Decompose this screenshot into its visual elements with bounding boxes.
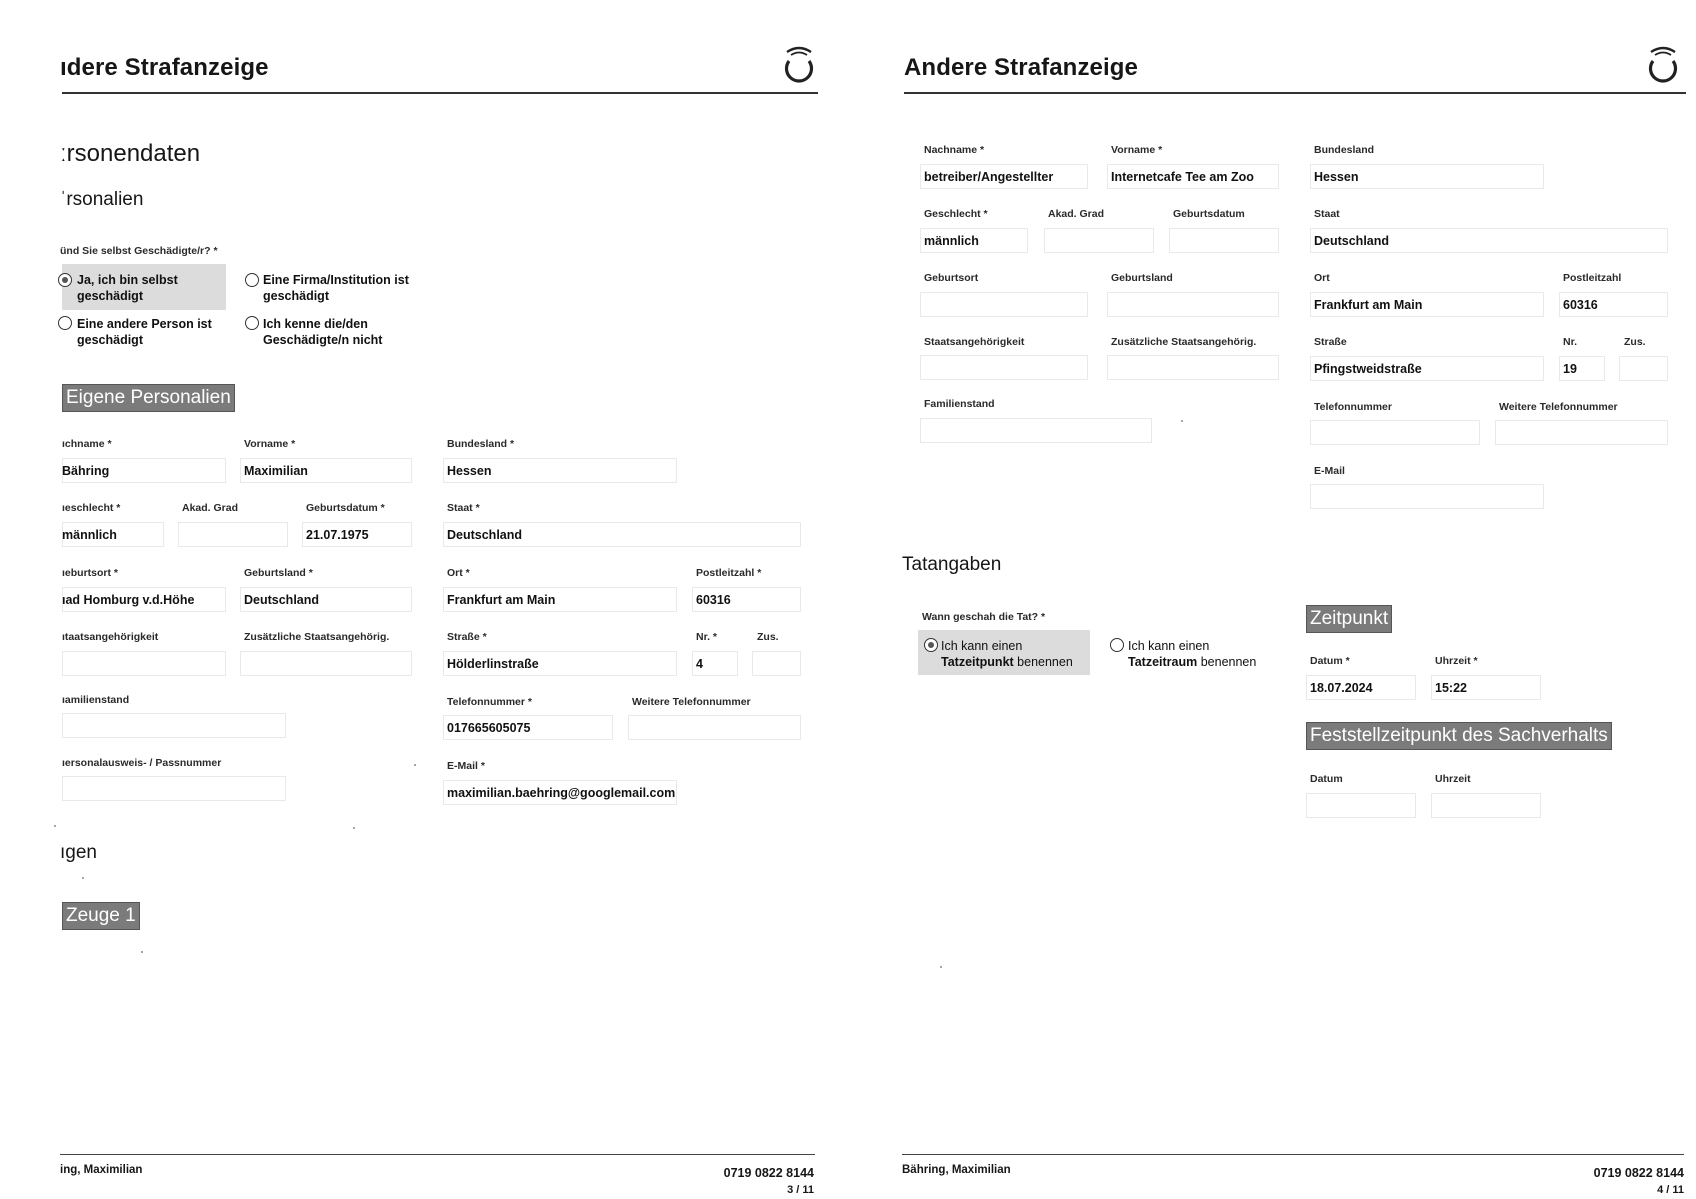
label-email: E-Mail * xyxy=(447,760,485,772)
label-uhrzeit: Uhrzeit * xyxy=(1435,655,1478,667)
label-geburtsort: ıeburtsort * xyxy=(62,567,119,579)
label-feststell-datum: Datum xyxy=(1310,773,1343,785)
label-vorname: Vorname * xyxy=(1111,144,1163,156)
label-vorname: Vorname * xyxy=(244,438,296,450)
familienstand-field[interactable] xyxy=(920,418,1152,443)
geburtsdatum-value: 21.07.1975 xyxy=(306,528,369,542)
geburtsdatum-field[interactable] xyxy=(1169,228,1279,253)
page-header-title: ıdere Strafanzeige xyxy=(60,54,269,81)
vorname-value: Internetcafe Tee am Zoo xyxy=(1111,170,1254,184)
label-ort: Ort * xyxy=(447,567,470,579)
label-strasse: Straße * xyxy=(447,631,487,643)
label-telefon: Telefonnummer * xyxy=(447,696,532,708)
nr-value: 4 xyxy=(696,657,703,671)
strasse-value: Hölderlinstraße xyxy=(447,657,539,671)
label-plz: Postleitzahl xyxy=(1563,272,1622,284)
option-tatzeitpunkt-label: Ich kann einen Tatzeitpunkt benennen xyxy=(941,639,1073,669)
radio-tatzeitraum[interactable] xyxy=(1110,638,1124,652)
label-zus: Zus. xyxy=(1624,336,1646,348)
staat-value: Deutschland xyxy=(447,528,523,542)
zus-staatsangehoerigkeit-field[interactable] xyxy=(1107,355,1279,380)
scan-speck xyxy=(1181,420,1183,422)
label-akad-grad: Akad. Grad xyxy=(182,502,239,514)
option-self-damaged-label: Ja, ich bin selbst geschädigt xyxy=(77,273,178,303)
police-logo-icon xyxy=(1645,42,1681,86)
footer-case-number: 0719 0822 8144 xyxy=(723,1166,814,1180)
nachname-value: Bähring xyxy=(62,464,110,478)
label-zus-staatsangehoerigkeit: Zusätzliche Staatsangehörig. xyxy=(244,631,390,643)
radio-company-damaged[interactable] xyxy=(245,273,259,287)
label-telefon: Telefonnummer xyxy=(1314,401,1392,413)
staatsangehoerigkeit-field[interactable] xyxy=(62,651,226,676)
plz-value: 60316 xyxy=(1563,298,1598,312)
label-familienstand: ıamilienstand xyxy=(62,694,130,706)
footer-case-number: 0719 0822 8144 xyxy=(1593,1166,1684,1180)
zeugen-title: ıgen xyxy=(60,842,97,863)
zus-field[interactable] xyxy=(1619,356,1668,381)
label-nachname: Nachname * xyxy=(924,144,985,156)
label-plz: Postleitzahl * xyxy=(696,567,762,579)
label-datum: Datum * xyxy=(1310,655,1350,667)
label-email: E-Mail xyxy=(1314,465,1345,477)
scan-speck xyxy=(353,827,355,829)
scan-speck xyxy=(414,764,416,766)
header-rule xyxy=(904,92,1686,94)
email-field[interactable] xyxy=(1310,484,1544,509)
footer-name: ing, Maximilian xyxy=(60,1164,143,1176)
geburtsland-value: Deutschland xyxy=(244,593,320,607)
police-logo-icon xyxy=(781,42,817,86)
label-feststell-uhrzeit: Uhrzeit xyxy=(1435,773,1471,785)
scan-speck xyxy=(82,877,84,879)
tat-datum-value: 18.07.2024 xyxy=(1310,681,1373,695)
option-tatzeitraum-label: Ich kann einen Tatzeitraum benennen xyxy=(1128,639,1257,669)
footer-rule xyxy=(902,1154,1684,1155)
footer-rule xyxy=(60,1154,815,1155)
label-staat: Staat * xyxy=(447,502,480,514)
question-label: Wann geschah die Tat? * xyxy=(922,611,1046,623)
banner-zeitpunkt: Zeitpunkt xyxy=(1306,605,1392,633)
label-weitere-telefon: Weitere Telefonnummer xyxy=(1499,401,1618,413)
label-geschlecht: Geschlecht * xyxy=(924,208,988,220)
option-company-damaged-label: Eine Firma/Institution ist geschädigt xyxy=(263,273,409,303)
feststell-uhrzeit-field[interactable] xyxy=(1431,793,1541,818)
label-familienstand: Familienstand xyxy=(924,398,995,410)
label-ort: Ort xyxy=(1314,272,1330,284)
label-geburtsland: Geburtsland xyxy=(1111,272,1173,284)
geschlecht-value: männlich xyxy=(924,234,979,248)
radio-self-damaged[interactable] xyxy=(58,273,72,287)
geschlecht-value: männlich xyxy=(62,528,117,542)
radio-tatzeitpunkt[interactable] xyxy=(924,638,938,652)
banner-feststellzeitpunkt: Feststellzeitpunkt des Sachverhalts xyxy=(1306,722,1612,750)
label-geburtsdatum: Geburtsdatum * xyxy=(306,502,385,514)
tatangaben-title: Tatangaben xyxy=(902,554,1002,575)
question-label: ünd Sie selbst Geschädigte/r? * xyxy=(60,245,218,257)
familienstand-field[interactable] xyxy=(62,713,286,738)
label-strasse: Straße xyxy=(1314,336,1347,348)
ausweis-field[interactable] xyxy=(62,776,286,801)
radio-unknown-damaged[interactable] xyxy=(245,316,259,330)
label-staat: Staat xyxy=(1314,208,1340,220)
banner-eigene-personalien: Eigene Personalien xyxy=(62,384,235,412)
label-nr: Nr. xyxy=(1563,336,1578,348)
geburtsland-field[interactable] xyxy=(1107,292,1279,317)
geburtsort-field[interactable] xyxy=(920,292,1088,317)
label-staatsangehoerigkeit: ıtaatsangehörigkeit xyxy=(62,631,159,643)
zus-staatsangehoerigkeit-field[interactable] xyxy=(240,651,412,676)
label-staatsangehoerigkeit: Staatsangehörigkeit xyxy=(924,336,1025,348)
geburtsort-value: ıad Homburg v.d.Höhe xyxy=(62,593,195,607)
label-weitere-telefon: Weitere Telefonnummer xyxy=(632,696,751,708)
footer-page-number: 3 / 11 xyxy=(787,1184,814,1196)
banner-zeuge-1: Zeuge 1 xyxy=(62,902,140,930)
zus-field[interactable] xyxy=(752,651,801,676)
radio-other-person-damaged[interactable] xyxy=(58,316,72,330)
option-other-person-damaged-label: Eine andere Person ist geschädigt xyxy=(77,317,212,347)
strasse-value: Pfingstweidstraße xyxy=(1314,362,1422,376)
scan-speck xyxy=(141,951,143,953)
bundesland-value: Hessen xyxy=(447,464,492,478)
label-bundesland: Bundesland xyxy=(1314,144,1375,156)
bundesland-value: Hessen xyxy=(1314,170,1359,184)
footer-name: Bähring, Maximilian xyxy=(902,1164,1011,1176)
label-bundesland: Bundesland * xyxy=(447,438,515,450)
akad-grad-field[interactable] xyxy=(1044,228,1154,253)
label-akad-grad: Akad. Grad xyxy=(1048,208,1105,220)
label-zus: Zus. xyxy=(757,631,779,643)
ort-value: Frankfurt am Main xyxy=(1314,298,1423,312)
staat-value: Deutschland xyxy=(1314,234,1390,248)
scan-speck xyxy=(54,825,56,827)
label-geburtsdatum: Geburtsdatum xyxy=(1173,208,1245,220)
feststell-datum-field[interactable] xyxy=(1306,793,1416,818)
label-geburtsland: Geburtsland * xyxy=(244,567,313,579)
document-page-4 xyxy=(848,0,1696,1199)
label-nachname: ıchname * xyxy=(62,438,112,450)
footer-page-number: 4 / 11 xyxy=(1657,1184,1684,1196)
nachname-value: betreiber/Angestellter xyxy=(924,170,1054,184)
plz-value: 60316 xyxy=(696,593,731,607)
label-geburtsort: Geburtsort xyxy=(924,272,979,284)
subsection-title: ˈrsonalien xyxy=(60,189,144,210)
telefon-field[interactable] xyxy=(1310,420,1480,445)
tat-uhrzeit-value: 15:22 xyxy=(1435,681,1467,695)
email-value: maximilian.baehring@googlemail.com xyxy=(447,786,676,800)
label-zus-staatsangehoerigkeit: Zusätzliche Staatsangehörig. xyxy=(1111,336,1257,348)
page-header-title: Andere Strafanzeige xyxy=(904,54,1138,81)
label-ausweis: ıersonalausweis- / Passnummer xyxy=(62,757,222,769)
telefon-value: 017665605075 xyxy=(447,721,531,735)
vorname-value: Maximilian xyxy=(244,464,308,478)
staatsangehoerigkeit-field[interactable] xyxy=(920,355,1088,380)
akad-grad-field[interactable] xyxy=(178,522,288,547)
weitere-telefon-field[interactable] xyxy=(628,715,801,740)
ort-value: Frankfurt am Main xyxy=(447,593,556,607)
scan-speck xyxy=(940,966,942,968)
option-unknown-damaged-label: Ich kenne die/den Geschädigte/n nicht xyxy=(263,317,383,347)
label-nr: Nr. * xyxy=(696,631,718,643)
header-rule xyxy=(62,92,818,94)
weitere-telefon-field[interactable] xyxy=(1495,420,1668,445)
section-title: ːrsonendaten xyxy=(60,140,201,167)
label-geschlecht: ıeschlecht * xyxy=(62,502,121,514)
nr-value: 19 xyxy=(1563,362,1577,376)
